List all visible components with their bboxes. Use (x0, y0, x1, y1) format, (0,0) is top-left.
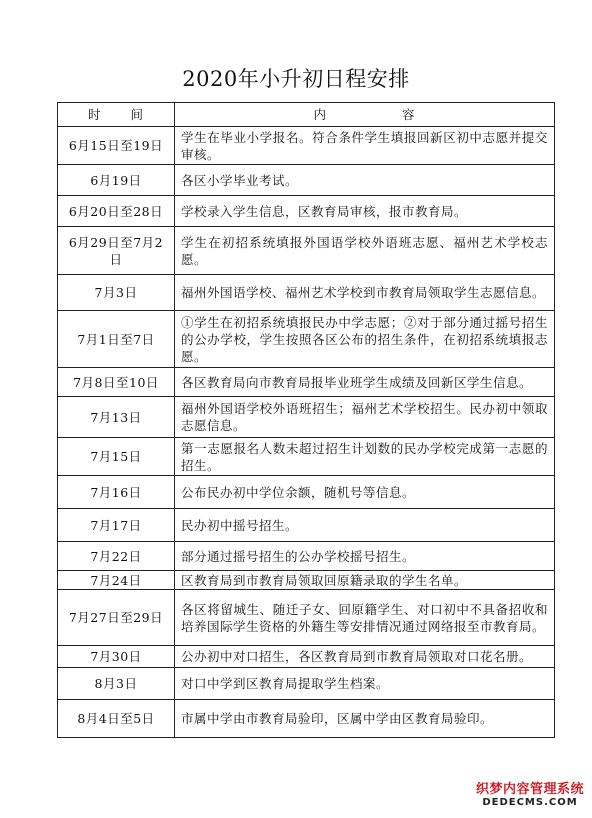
row-content: 公布民办初中学位余额，随机号等信息。 (175, 476, 555, 509)
header-time: 时 间 (58, 103, 175, 127)
table-row (58, 476, 555, 509)
row-content: 第一志愿报名人数未超过招生计划数的民办学校完成第一志愿的招生。 (175, 438, 555, 476)
row-time: 7月16日 (58, 476, 175, 509)
table-row (58, 311, 555, 368)
row-content: 市属中学由市教育局验印，区属中学由区教育局验印。 (175, 700, 555, 738)
row-time: 7月17日 (58, 509, 175, 542)
row-time: 7月24日 (58, 571, 175, 590)
table-row (58, 227, 555, 275)
table-row (58, 700, 555, 738)
table-row (58, 668, 555, 700)
row-time: 6月19日 (58, 165, 175, 196)
table-row (58, 397, 555, 438)
row-content: 学生在初招系统填报外国语学校外语班志愿、福州艺术学校志愿。 (175, 227, 555, 275)
watermark (476, 778, 584, 808)
table-row (58, 571, 555, 590)
row-time: 8月4日至5日 (58, 700, 175, 738)
row-time: 7月3日 (58, 275, 175, 311)
row-time: 8月3日 (58, 668, 175, 700)
table-row (58, 165, 555, 196)
row-time: 7月27日至29日 (58, 590, 175, 646)
table-header-row (58, 103, 555, 127)
row-content: 各区小学毕业考试。 (175, 165, 555, 196)
row-content: 区教育局到市教育局领取回原籍录取的学生名单。 (175, 571, 555, 590)
row-content: 公办初中对口招生，各区教育局到市教育局领取对口花名册。 (175, 646, 555, 668)
row-time: 7月8日至10日 (58, 368, 175, 397)
row-content: 民办初中摇号招生。 (175, 509, 555, 542)
row-time: 6月20日至28日 (58, 196, 175, 227)
row-time: 7月1日至7日 (58, 311, 175, 368)
row-content: 各区将留城生、随迁子女、回原籍学生、对口初中不具备招收和培养国际学生资格的外籍生等安排情况通过网络报至市教育局。 (175, 590, 555, 646)
table-row (58, 127, 555, 165)
row-content: ①学生在初招系统填报民办中学志愿；②对于部分通过摇号招生的公办学校，学生按照各区公布的招生条件，在初招系统填报志愿。 (175, 311, 555, 368)
table-row (58, 590, 555, 646)
table-row (58, 509, 555, 542)
row-time: 7月15日 (58, 438, 175, 476)
row-content: 部分通过摇号招生的公办学校摇号招生。 (175, 542, 555, 571)
table-row (58, 368, 555, 397)
header-content: 内 容 (175, 103, 555, 127)
row-content: 各区教育局向市教育局报毕业班学生成绩及回新区学生信息。 (175, 368, 555, 397)
row-content: 学校录入学生信息，区教育局审核，报市教育局。 (175, 196, 555, 227)
row-content: 福州外国语学校外语班招生；福州艺术学校招生。民办初中领取志愿信息。 (175, 397, 555, 438)
row-content: 对口中学到区教育局提取学生档案。 (175, 668, 555, 700)
row-time: 7月13日 (58, 397, 175, 438)
row-time: 6月29日至7月2日 (58, 227, 175, 275)
row-time: 7月30日 (58, 646, 175, 668)
row-time: 6月15日至19日 (58, 127, 175, 165)
table-row (58, 438, 555, 476)
schedule-table (57, 102, 555, 738)
table-row (58, 275, 555, 311)
table-row (58, 542, 555, 571)
table-row (58, 646, 555, 668)
row-content: 福州外国语学校、福州艺术学校到市教育局领取学生志愿信息。 (175, 275, 555, 311)
watermark-title: 织梦内容管理系统 (475, 782, 584, 797)
page-title: 2020年小升初日程安排 (182, 67, 410, 91)
table-row (58, 196, 555, 227)
watermark-domain: DEDECMS.COM (482, 797, 578, 808)
row-content: 学生在毕业小学报名。符合条件学生填报回新区初中志愿并提交审核。 (175, 127, 555, 165)
row-time: 7月22日 (58, 542, 175, 571)
